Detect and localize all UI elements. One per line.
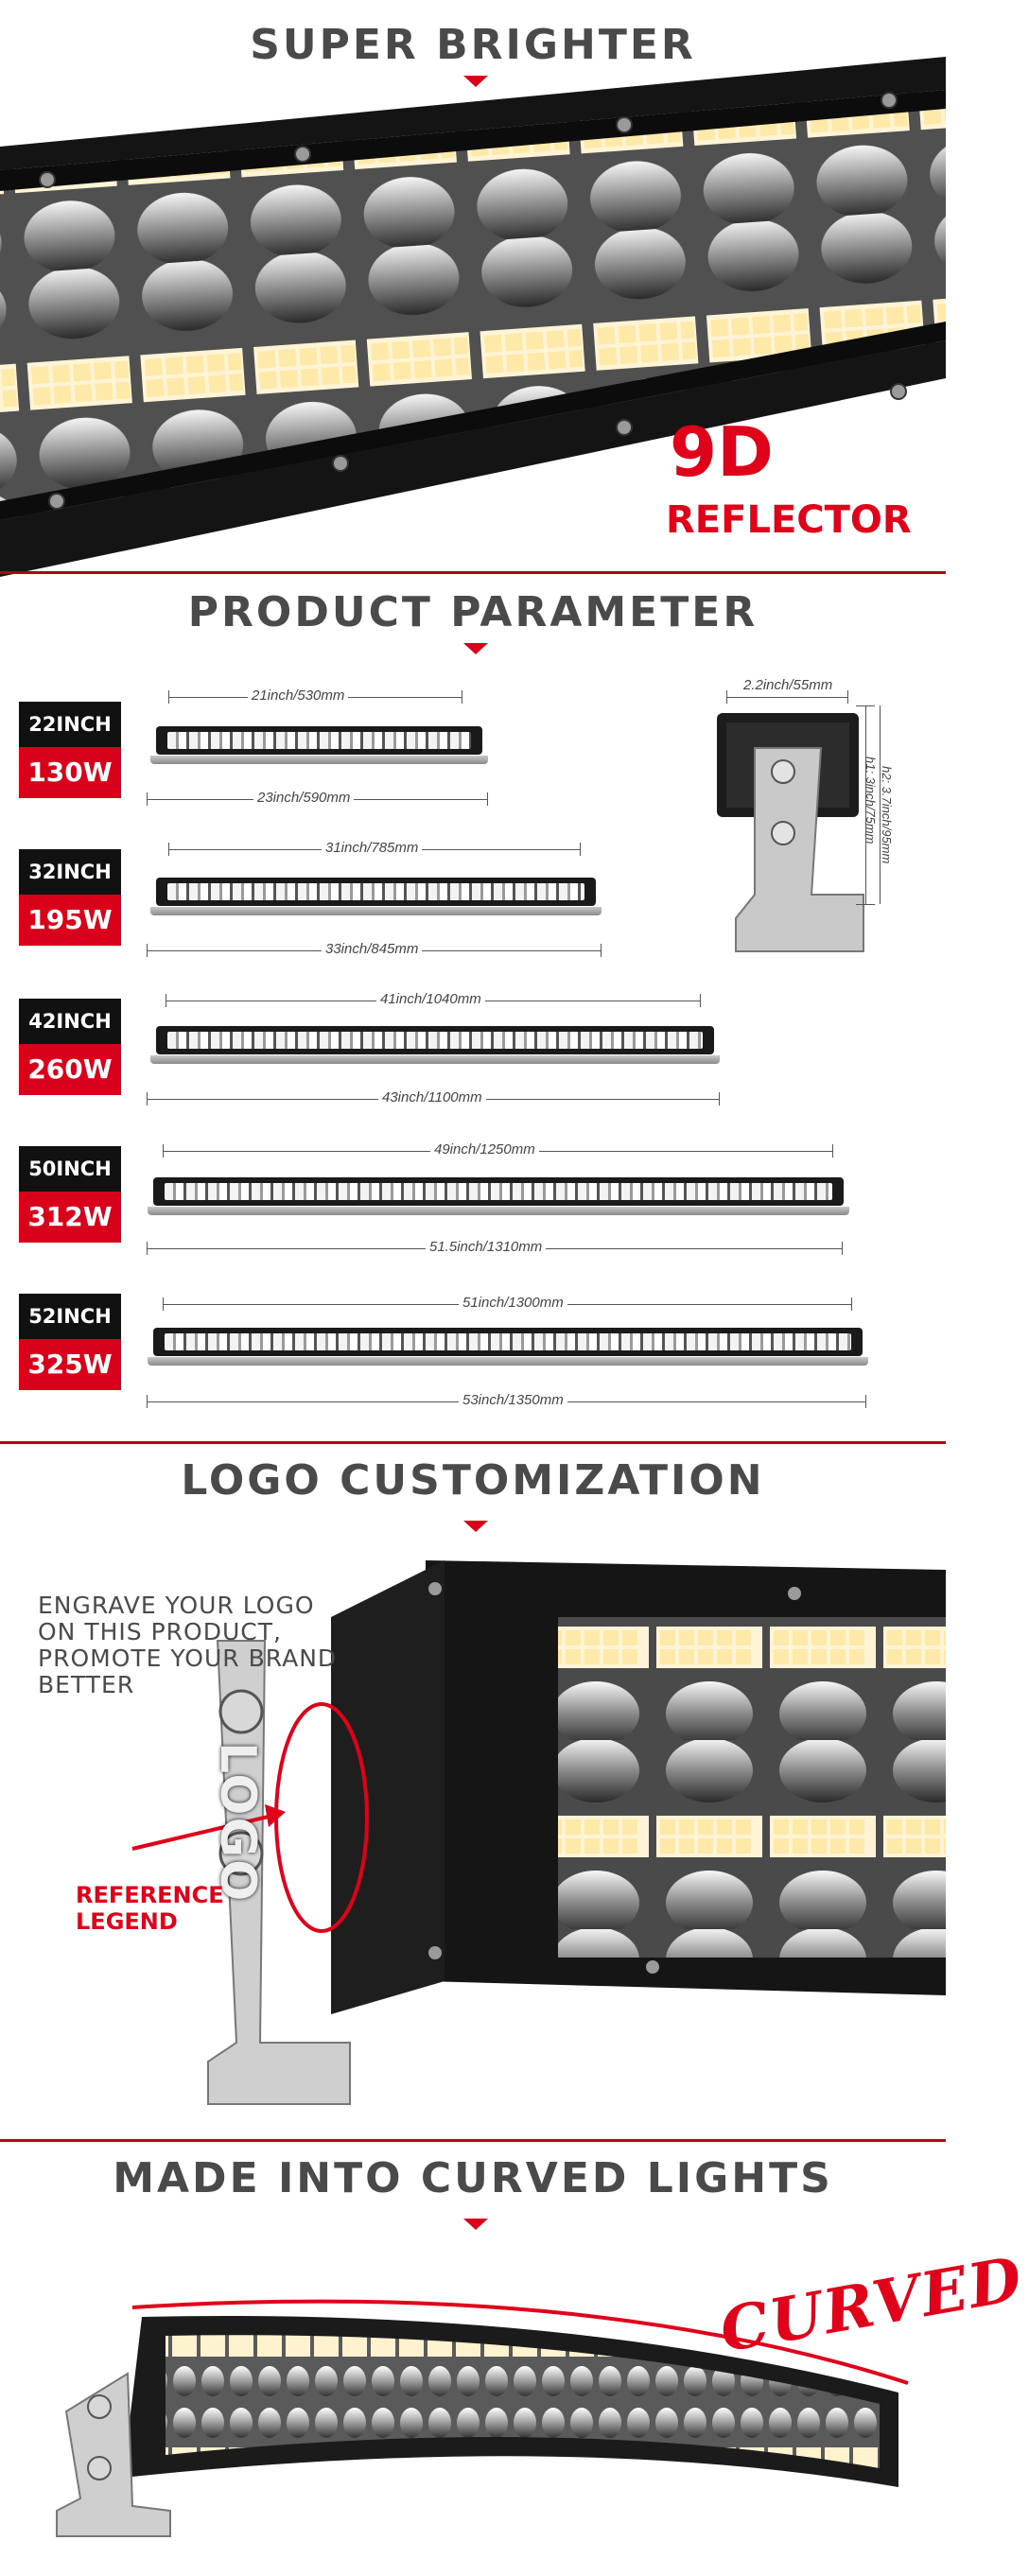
dimension-tick <box>580 843 581 856</box>
dimension-tick <box>487 792 488 806</box>
model-power: 312W <box>19 1192 121 1243</box>
model-badge-22 <box>19 702 121 798</box>
callout-9d: 9D <box>670 412 774 492</box>
light-bar-closeup-image <box>0 57 946 567</box>
side-height-2: h2: 3.7inch/95mm <box>880 766 894 864</box>
engraved-logo-text: LOGO <box>209 1742 266 1904</box>
outer-length: 33inch/845mm <box>322 941 422 957</box>
description-line: ON THIS PRODUCT, <box>38 1618 282 1645</box>
section-divider <box>0 571 946 574</box>
model-size: 52INCH <box>19 1294 121 1339</box>
model-badge-52 <box>19 1294 121 1390</box>
section-divider <box>0 2139 946 2142</box>
light-bar-52 <box>153 1328 863 1356</box>
light-bar-22 <box>156 726 482 755</box>
model-power: 130W <box>19 747 121 798</box>
inner-length: 21inch/530mm <box>248 688 348 704</box>
side-height-1: h1: 3inch/75mm <box>863 757 878 844</box>
dimension-tick <box>832 1144 833 1157</box>
dimension-tick <box>856 705 875 706</box>
outer-length: 23inch/590mm <box>253 790 354 806</box>
dimension-tick <box>147 1242 148 1255</box>
outer-length: 53inch/1350mm <box>459 1392 567 1408</box>
dimension-tick <box>168 843 169 856</box>
reference-legend <box>76 1882 224 1935</box>
inner-length: 49inch/1250mm <box>430 1141 539 1157</box>
dimension-tick <box>847 690 848 704</box>
arrow-down-icon <box>463 2219 488 2230</box>
logo-description <box>38 1593 340 1698</box>
model-size: 42INCH <box>19 999 121 1044</box>
dimension-tick <box>719 1092 720 1105</box>
light-bar-32 <box>156 878 596 906</box>
inner-length: 31inch/785mm <box>322 840 422 856</box>
reference-line: LEGEND <box>76 1908 178 1935</box>
callout-reflector: REFLECTOR <box>666 498 912 542</box>
dimension-tick <box>842 1242 843 1255</box>
section-title-logo: LOGO CUSTOMIZATION <box>181 1456 765 1505</box>
model-badge-42 <box>19 999 121 1095</box>
model-size: 50INCH <box>19 1146 121 1192</box>
dimension-tick <box>168 690 169 704</box>
light-bar-50 <box>153 1177 844 1206</box>
dimension-tick <box>147 792 148 806</box>
dimension-tick <box>700 994 701 1007</box>
section-title-brighter: SUPER BRIGHTER <box>250 21 696 69</box>
arrow-down-icon <box>463 643 488 654</box>
dimension-tick <box>601 944 602 957</box>
dimension-tick <box>147 944 148 957</box>
model-power: 195W <box>19 895 121 946</box>
inner-length: 41inch/1040mm <box>376 991 485 1007</box>
dimension-tick <box>147 1395 148 1408</box>
outer-length: 51.5inch/1310mm <box>426 1239 546 1255</box>
model-power: 325W <box>19 1339 121 1390</box>
model-size: 32INCH <box>19 849 121 895</box>
light-bar-42 <box>156 1026 714 1054</box>
dimension-tick <box>163 1297 164 1311</box>
dimension-tick <box>865 1395 866 1408</box>
section-divider <box>0 1441 946 1444</box>
curved-stamp: CURVED <box>714 2243 1029 2367</box>
model-badge-50 <box>19 1146 121 1243</box>
section-title-curved: MADE INTO CURVED LIGHTS <box>113 2154 833 2202</box>
outer-length: 43inch/1100mm <box>378 1089 486 1105</box>
description-line: ENGRAVE YOUR LOGO <box>38 1592 315 1619</box>
dimension-tick <box>856 904 875 905</box>
dimension-tick <box>147 1092 148 1105</box>
model-power: 260W <box>19 1044 121 1095</box>
reference-line: REFERENCE <box>76 1882 224 1908</box>
dimension-tick <box>726 690 727 704</box>
arrow-down-icon <box>463 1521 488 1532</box>
side-view-image <box>707 705 863 961</box>
model-size: 22INCH <box>19 702 121 747</box>
dimension-line <box>726 697 847 698</box>
inner-length: 51inch/1300mm <box>459 1295 567 1311</box>
section-title-parameter: PRODUCT PARAMETER <box>187 588 759 636</box>
side-width: 2.2inch/55mm <box>740 677 836 693</box>
description-line: PROMOTE YOUR BRAND <box>38 1645 338 1672</box>
dimension-tick <box>163 1144 164 1157</box>
model-badge-32 <box>19 849 121 946</box>
description-line: BETTER <box>38 1671 135 1698</box>
dimension-tick <box>851 1297 852 1311</box>
curved-bar-image <box>0 2289 946 2572</box>
